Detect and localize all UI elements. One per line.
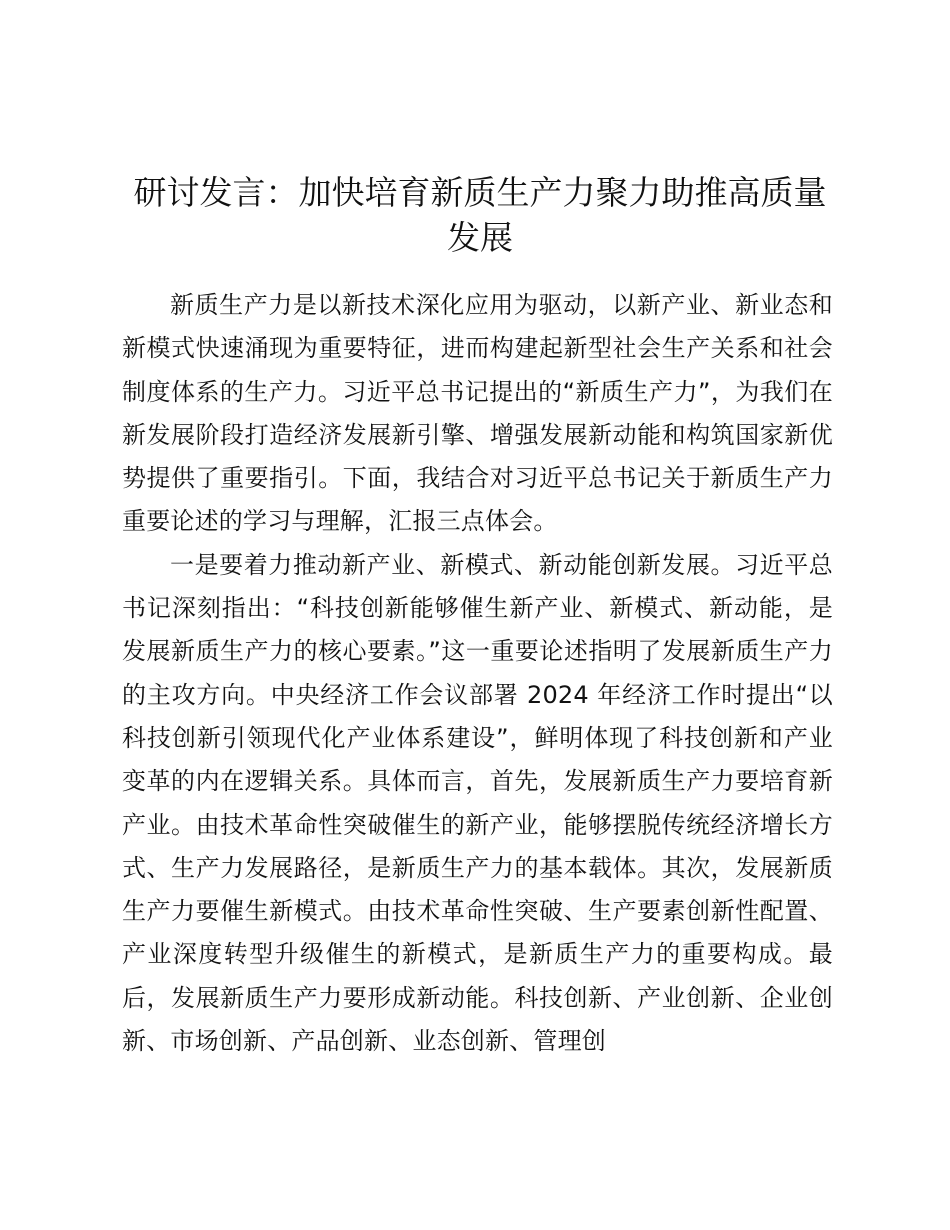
document-title: 研讨发言：加快培育新质生产力聚力助推高质量发展	[133, 173, 827, 257]
document-body	[122, 284, 833, 1063]
paragraph-intro: 新质生产力是以新技术深化应用为驱动，以新产业、新业态和新模式快速涌现为重要特征，进而构建起新型社会生产关系和社会制度体系的生产力。习近平总书记提出的“新质生产力”，为我们在新发展阶段打造经济发展新引擎、增强发展新动能和构筑国家新优势提供了重要指引。下面，我结合对习近平总书记关于新质生产力重要论述的学习与理解，汇报三点体会。	[122, 291, 833, 536]
paragraph-point-one: 一是要着力推动新产业、新模式、新动能创新发展。习近平总书记深刻指出：“科技创新能够催生新产业、新模式、新动能，是发展新质生产力的核心要素。”这一重要论述指明了发展新质生产力的主攻方向。中央经济工作会议部署 2024 年经济工作时提出“以科技创新引领现代化产业体系建设”，鲜明体现了科技创新和产业变革的内在逻辑关系。具体而言，首先，发展新质生产力要培育新产业。由技术革命性突破催生的新产业，能够摆脱传统经济增长方式、生产力发展路径，是新质生产力的基本载体。其次，发展新质生产力要催生新模式。由技术革命性突破、生产要素创新性配置、产业深度转型升级催生的新模式，是新质生产力的重要构成。最后，发展新质生产力要形成新动能。科技创新、产业创新、企业创新、市场创新、产品创新、业态创新、管理创	[122, 550, 833, 1056]
